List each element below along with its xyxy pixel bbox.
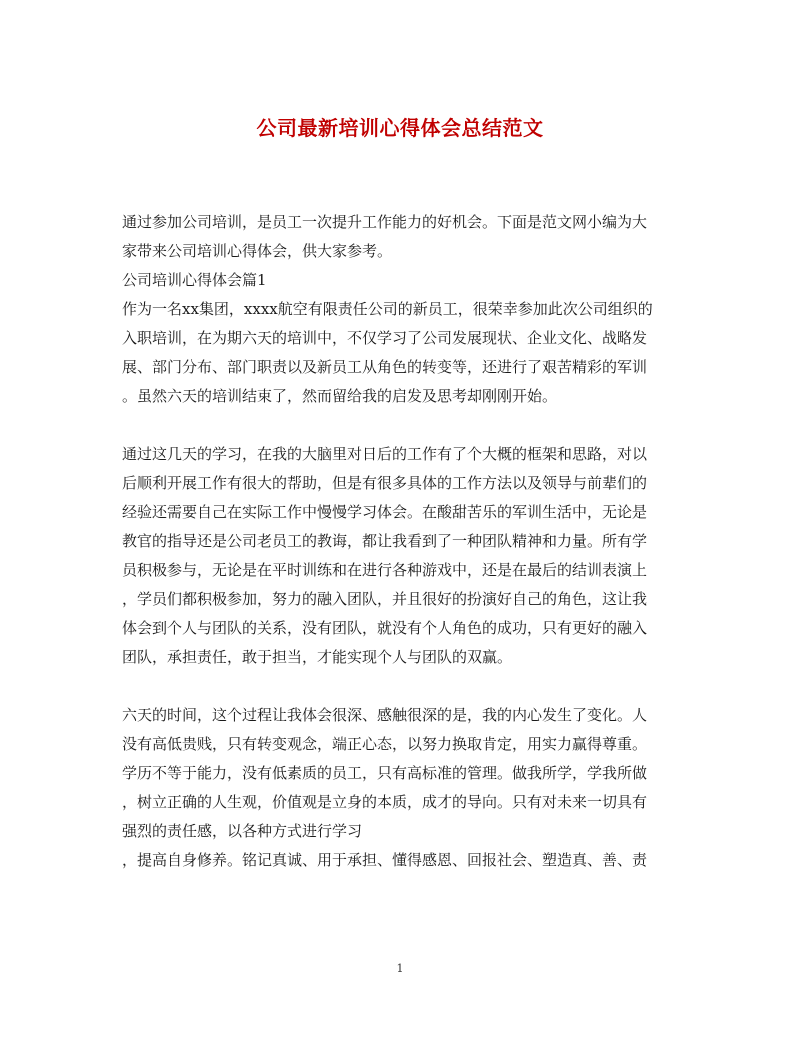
paragraph-gap: [122, 672, 678, 701]
paragraph-2-line: 经验还需要自己在实际工作中慢慢学习体会。在酸甜苦乐的军训生活中，无论是: [122, 503, 648, 521]
paragraph-3-line: ，树立正确的人生观，价值观是立身的本质，成才的导向。只有对未来一切具有: [122, 793, 648, 811]
paragraph-3-line: 没有高低贵贱，只有转变观念，端正心态，以努力换取肯定，用实力赢得尊重。: [122, 735, 648, 753]
paragraph-2-line: 员积极参与，无论是在平时训练和在进行各种游戏中，还是在最后的结训表演上: [122, 561, 648, 579]
paragraph-1-line: 入职培训，在为期六天的培训中，不仅学习了公司发展现状、企业文化、战略发: [122, 329, 648, 347]
document-body: [122, 208, 678, 875]
section-heading: 公司培训心得体会篇1: [122, 271, 267, 289]
paragraph-2-line: 团队，承担责任，敢于担当，才能实现个人与团队的双赢。: [122, 648, 513, 666]
paragraph-2-line: ，学员们都积极参加，努力的融入团队，并且很好的扮演好自己的角色，这让我: [122, 590, 648, 608]
paragraph-1-line: 作为一名xx集团，xxxx航空有限责任公司的新员工，很荣幸参加此次公司组织的: [122, 300, 653, 318]
paragraph-2-line: 教官的指导还是公司老员工的教诲，都让我看到了一种团队精神和力量。所有学: [122, 532, 648, 550]
paragraph-3-line: 强烈的责任感，以各种方式进行学习: [122, 822, 363, 840]
paragraph-3-line: 六天的时间，这个过程让我体会很深、感触很深的是，我的内心发生了变化。人: [122, 706, 648, 724]
intro-line: 通过参加公司培训，是员工一次提升工作能力的好机会。下面是范文网小编为大: [122, 213, 648, 231]
paragraph-2-line: 通过这几天的学习，在我的大脑里对日后的工作有了个大概的框架和思路，对以: [122, 445, 648, 463]
paragraph-3-line: 学历不等于能力，没有低素质的员工，只有高标准的管理。做我所学，学我所做: [122, 764, 648, 782]
paragraph-2-line: 后顺利开展工作有很大的帮助，但是有很多具体的工作方法以及领导与前辈们的: [122, 474, 648, 492]
intro-line: 家带来公司培训心得体会，供大家参考。: [122, 242, 393, 260]
paragraph-3-line: ，提高自身修养。铭记真诚、用于承担、懂得感恩、回报社会、塑造真、善、责: [122, 851, 648, 869]
paragraph-2-line: 体会到个人与团队的关系，没有团队，就没有个人角色的成功，只有更好的融入: [122, 619, 648, 637]
paragraph-gap: [122, 411, 678, 440]
paragraph-1-line: 展、部门分布、部门职责以及新员工从角色的转变等，还进行了艰苦精彩的军训: [122, 358, 648, 376]
paragraph-1-line: 。虽然六天的培训结束了，然而留给我的启发及思考却刚刚开始。: [122, 387, 558, 405]
page-number: 1: [396, 962, 404, 975]
document-title: 公司最新培训心得体会总结范文: [256, 116, 544, 140]
